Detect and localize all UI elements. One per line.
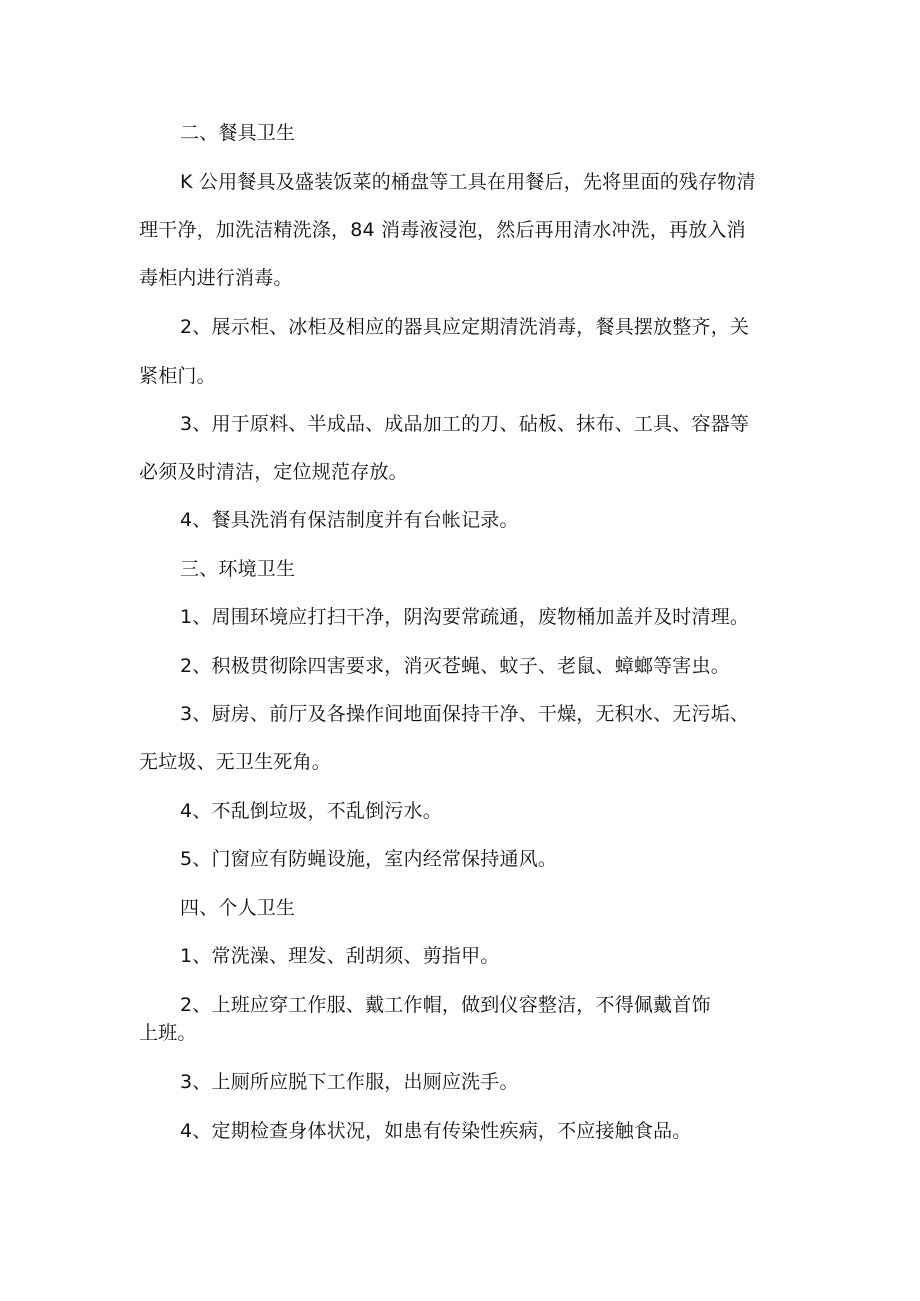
environment-item-3-line-2: 无垃圾、无卫生死角。 — [139, 751, 332, 773]
section-heading-tableware: 二、餐具卫生 — [180, 122, 296, 144]
personal-item-3: 3、上厕所应脱下工作服，出厕应洗手。 — [180, 1071, 519, 1093]
tableware-item-2-line-1: 2、展示柜、冰柜及相应的器具应定期清洗消毒，餐具摆放整齐，关 — [180, 316, 750, 338]
tableware-item-1-line-3: 毒柜内进行消毒。 — [139, 267, 293, 289]
tableware-item-1-line-1: K 公用餐具及盛装饭菜的桶盘等工具在用餐后，先将里面的残存物清 — [180, 171, 756, 193]
personal-item-2-line-2: 上班。 — [139, 1022, 197, 1044]
section-heading-environment: 三、环境卫生 — [180, 558, 296, 580]
tableware-item-3-line-2: 必须及时清洁，定位规范存放。 — [139, 461, 408, 483]
tableware-item-2-line-2: 紧柜门。 — [139, 365, 216, 387]
personal-item-2-line-1: 2、上班应穿工作服、戴工作帽，做到仪容整洁，不得佩戴首饰 — [180, 994, 711, 1016]
environment-item-5: 5、门窗应有防蝇设施，室内经常保持通风。 — [180, 848, 558, 870]
environment-item-3-line-1: 3、厨房、前厅及各操作间地面保持干净、干燥，无积水、无污垢、 — [180, 703, 750, 725]
section-heading-personal: 四、个人卫生 — [180, 897, 296, 919]
environment-item-4: 4、不乱倒垃圾，不乱倒污水。 — [180, 800, 442, 822]
tableware-item-1-line-2: 理干净，加洗洁精洗涤，84 消毒液浸泡，然后再用清水冲洗，再放入消 — [139, 219, 746, 241]
tableware-item-4: 4、餐具洗消有保洁制度并有台帐记录。 — [180, 509, 519, 531]
tableware-item-3-line-1: 3、用于原料、半成品、成品加工的刀、砧板、抹布、工具、容器等 — [180, 413, 750, 435]
personal-item-4: 4、定期检查身体状况，如患有传染性疾病，不应接触食品。 — [180, 1120, 692, 1142]
personal-item-1: 1、常洗澡、理发、刮胡须、剪指甲。 — [180, 945, 500, 967]
environment-item-1: 1、周围环境应打扫干净，阴沟要常疏通，废物桶加盖并及时清理。 — [180, 606, 750, 628]
environment-item-2: 2、积极贯彻除四害要求，消灭苍蝇、蚊子、老鼠、蟑螂等害虫。 — [180, 655, 730, 677]
